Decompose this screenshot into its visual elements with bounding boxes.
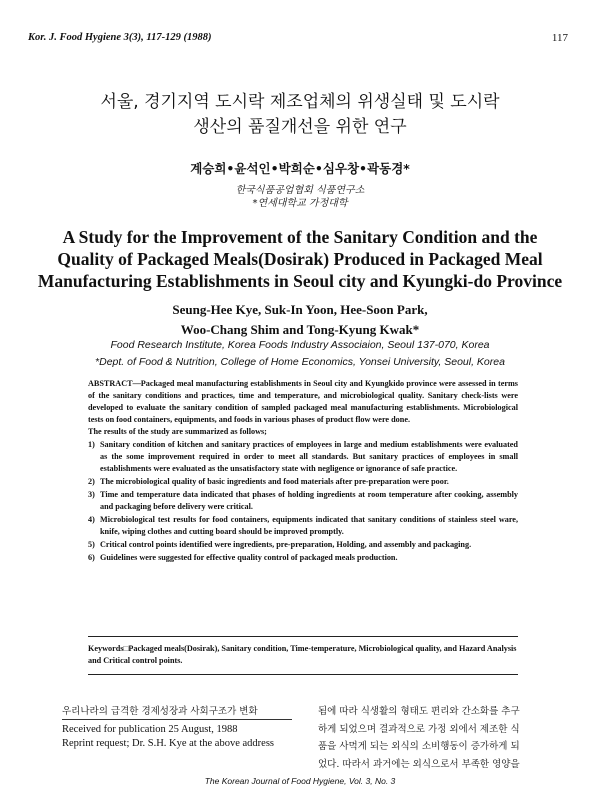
item-number: 1) xyxy=(88,440,95,449)
keywords-top-rule xyxy=(88,636,518,637)
body-text-right xyxy=(318,703,550,773)
item-number: 6) xyxy=(88,553,95,562)
abstract-item xyxy=(88,552,518,564)
item-text: Guidelines were suggested for effective quality control of packaged meals production. xyxy=(100,553,398,562)
item-text: Microbiological test results for food containers, equipments indicated that sanitary conditions of stainless steel ware, knife, wiping clothes and cutting board should be improved promptly. xyxy=(100,515,518,536)
korean-affiliation: *연세대학교 가정대학 xyxy=(252,198,348,209)
abstract-intro: ABSTRACT—Packaged meal manufacturing establishments in Seoul city and Kyungkido province were assessed in terms of the sanitary conditions and practices, time and temperature, and microbiological quality. Sanitary check-lists were developed to evaluate the sanitary condition of sampled packaged meal manufacturing establishments. Microbiological tests on food containers, equipments, and foods in various phases of product flow were done. xyxy=(88,379,518,424)
korean-authors: 계승희•윤석인•박희순•심우창•곽동경* xyxy=(190,161,410,176)
journal-footer: The Korean Journal of Food Hygiene, Vol. 3, No. 3 xyxy=(204,776,396,786)
journal-citation: Kor. J. Food Hygiene 3(3), 117-129 (1988) xyxy=(28,32,212,43)
body-text-left: 우리나라의 급격한 경제성장과 사회구조가 변화 xyxy=(62,706,258,717)
author-line: Seung-Hee Kye, Suk-In Yoon, Hee-Soon Park, xyxy=(172,302,428,317)
body-line: 품을 사먹게 되는 외식의 소비행동이 증가하게 되 xyxy=(318,741,520,752)
item-number: 4) xyxy=(88,515,95,524)
abstract-item xyxy=(88,439,518,475)
item-text: Time and temperature data indicated that phases of holding ingredients at room temperature after cooking, assembly and packaging before delivery were critical. xyxy=(100,490,518,511)
body-line: 하게 되었으며 결과적으로 가정 외에서 제조한 식 xyxy=(318,723,520,735)
keywords: Keywords□Packaged meals(Dosirak), Sanitary condition, Time-temperature, Microbiological quality, and Hazard Analysis and Critical control points. xyxy=(88,644,517,665)
keywords-bottom-rule xyxy=(88,674,518,675)
page-number: 117 xyxy=(551,32,568,44)
abstract-summary-lead: The results of the study are summarized as follows; xyxy=(88,427,267,436)
abstract-item xyxy=(88,514,518,538)
item-text: The microbiological quality of basic ingredients and food materials after pre-preparation were poor. xyxy=(100,477,449,486)
abstract-item xyxy=(88,489,518,513)
footnote-rule xyxy=(62,719,292,720)
korean-title xyxy=(0,90,600,140)
english-title-line: Manufacturing Establishments in Seoul city and Kyungki-do Province xyxy=(37,271,563,291)
author-line: Woo-Chang Shim and Tong-Kyung Kwak* xyxy=(180,322,420,337)
korean-title-line: 생산의 품질개선을 위한 연구 xyxy=(193,117,407,137)
received-date: Received for publication 25 August, 1988 xyxy=(62,724,238,735)
english-title-line: Quality of Packaged Meals(Dosirak) Produced in Packaged Meal xyxy=(57,249,543,269)
footnote xyxy=(62,723,302,751)
item-number: 3) xyxy=(88,490,95,499)
english-authors xyxy=(0,300,600,340)
abstract-item xyxy=(88,476,518,488)
item-number: 2) xyxy=(88,477,95,486)
english-affiliation: *Dept. of Food & Nutrition, College of Home Economics, Yonsei University, Seoul, Korea xyxy=(95,356,505,368)
abstract xyxy=(88,378,518,564)
korean-title-line: 서울, 경기지역 도시락 제조업체의 위생실태 및 도시락 xyxy=(100,92,500,112)
korean-affiliation: 한국식품공업협회 식품연구소 xyxy=(235,185,365,196)
english-affiliation: Food Research Institute, Korea Foods Industry Associaion, Seoul 137-070, Korea xyxy=(110,339,490,351)
english-title-line: A Study for the Improvement of the Sanitary Condition and the xyxy=(62,227,538,247)
english-title xyxy=(0,226,600,292)
abstract-item xyxy=(88,539,518,551)
item-text: Sanitary condition of kitchen and sanitary practices of employees in large and medium establishments were evaluated as the some improvement required in order to meet all standards. But sanitary practices of employees in small establishments were evaluated as the unsatisfactory state with negligence or ignorance of safe practice. xyxy=(100,440,518,473)
item-number: 5) xyxy=(88,540,95,549)
body-line: 됨에 따라 식생활의 형태도 편리와 간소화를 추구 xyxy=(318,706,520,717)
running-header xyxy=(28,32,568,50)
reprint-request: Reprint request; Dr. S.H. Kye at the above address xyxy=(62,738,274,749)
body-line: 었다. 따라서 과거에는 외식으로서 부족한 영양을 xyxy=(318,758,520,770)
item-text: Critical control points identified were ingredients, pre-preparation, Holding, and assembly and packaging. xyxy=(100,540,472,549)
